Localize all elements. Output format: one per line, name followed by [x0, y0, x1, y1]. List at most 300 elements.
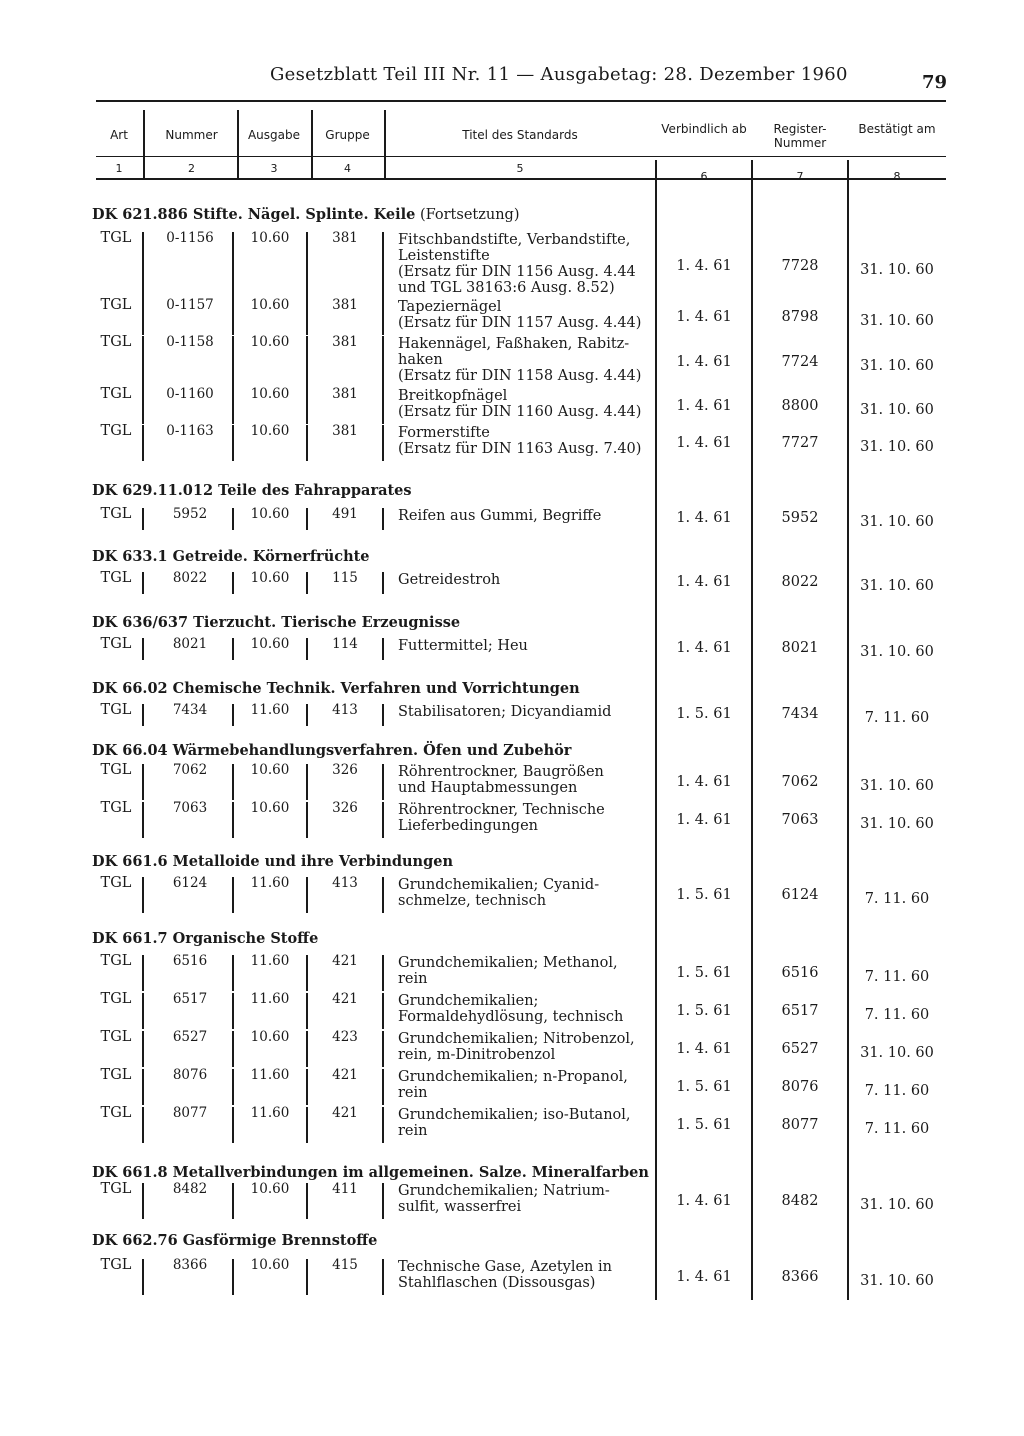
column-header-1: Art	[110, 128, 128, 142]
cell-verbindlich: 1. 4. 61	[676, 1041, 732, 1057]
row-column-rule	[142, 1259, 144, 1295]
title-line: Leistenstifte	[398, 248, 490, 264]
column-number-7: 7	[796, 170, 804, 183]
row-column-rule	[232, 802, 234, 838]
title-line: und TGL 38163:6 Ausg. 8.52)	[398, 280, 615, 296]
title-line: rein	[398, 1123, 428, 1139]
cell-register: 8482	[781, 1193, 819, 1209]
cell-bestaetigt: 31. 10. 60	[860, 262, 934, 278]
title-line: (Ersatz für DIN 1156 Ausg. 4.44	[398, 264, 636, 280]
row-column-rule	[306, 1259, 308, 1295]
cell-title	[398, 764, 604, 796]
cell-title	[398, 425, 641, 457]
cell-bestaetigt: 31. 10. 60	[860, 313, 934, 329]
title-line: (Ersatz für DIN 1157 Ausg. 4.44)	[398, 315, 642, 331]
cell-register: 8021	[781, 640, 819, 656]
row-column-rule	[382, 638, 384, 660]
cell-ausgabe: 11.60	[250, 1105, 290, 1121]
row-column-rule	[382, 388, 384, 424]
cell-register: 5952	[781, 510, 819, 526]
cell-nummer: 7434	[172, 702, 208, 718]
row-column-rule	[382, 336, 384, 388]
cell-register: 8022	[781, 574, 819, 590]
cell-nummer: 8482	[172, 1181, 208, 1197]
cell-bestaetigt: 31. 10. 60	[860, 358, 934, 374]
cell-ausgabe: 10.60	[250, 762, 290, 778]
cell-gruppe: 491	[332, 506, 358, 522]
title-line: Grundchemikalien; Cyanid-	[398, 877, 600, 893]
cell-ausgabe: 11.60	[250, 953, 290, 969]
cell-title	[398, 1031, 635, 1063]
row-column-rule	[306, 1107, 308, 1143]
title-line: Grundchemikalien; Nitrobenzol,	[398, 1031, 635, 1047]
row-column-rule	[232, 955, 234, 991]
cell-title	[398, 299, 641, 331]
cell-bestaetigt: 31. 10. 60	[860, 439, 934, 455]
header-rule-top	[96, 100, 946, 102]
row-column-rule	[382, 232, 384, 300]
cell-nummer: 7063	[172, 800, 208, 816]
cell-ausgabe: 10.60	[250, 800, 290, 816]
row-column-rule	[382, 802, 384, 838]
column-number-1: 1	[115, 162, 123, 175]
cell-register: 8076	[781, 1079, 819, 1095]
row-column-rule	[142, 1107, 144, 1143]
cell-gruppe: 413	[332, 702, 358, 718]
title-line: Grundchemikalien; iso-Butanol,	[398, 1107, 631, 1123]
section-heading-text: DK 636/637 Tierzucht. Tierische Erzeugnisse	[92, 614, 461, 631]
cell-gruppe: 415	[332, 1257, 358, 1273]
cell-verbindlich: 1. 4. 61	[676, 574, 732, 590]
section-heading	[92, 1232, 377, 1249]
cell-register: 6124	[781, 887, 819, 903]
cell-art: TGL	[100, 875, 132, 891]
row-column-rule	[382, 572, 384, 594]
cell-verbindlich: 1. 5. 61	[676, 706, 732, 722]
cell-gruppe: 411	[332, 1181, 358, 1197]
page-number: 79	[922, 72, 948, 93]
cell-bestaetigt: 31. 10. 60	[860, 402, 934, 418]
cell-bestaetigt: 31. 10. 60	[860, 816, 934, 832]
cell-nummer: 6527	[172, 1029, 208, 1045]
row-column-rule	[306, 425, 308, 461]
cell-ausgabe: 10.60	[250, 1257, 290, 1273]
gazette-header-title: Gesetzblatt Teil III Nr. 11 — Ausgabetag: 28. Dezember 1960	[270, 64, 848, 85]
cell-gruppe: 114	[332, 636, 358, 652]
cell-gruppe: 326	[332, 762, 358, 778]
title-line: (Ersatz für DIN 1163 Ausg. 7.40)	[398, 441, 642, 457]
cell-gruppe: 381	[332, 423, 358, 439]
section-heading-text: DK 633.1 Getreide. Körnerfrüchte	[92, 548, 370, 565]
row-column-rule	[142, 388, 144, 424]
row-column-rule	[142, 425, 144, 461]
cell-art: TGL	[100, 506, 132, 522]
cell-verbindlich: 1. 4. 61	[676, 398, 732, 414]
cell-art: TGL	[100, 334, 132, 350]
title-line: Grundchemikalien;	[398, 993, 539, 1009]
cell-ausgabe: 10.60	[250, 570, 290, 586]
row-column-rule	[306, 1183, 308, 1219]
column-number-4: 4	[344, 162, 351, 175]
cell-art: TGL	[100, 1105, 132, 1121]
row-column-rule	[306, 993, 308, 1029]
title-line: sulfit, wasserfrei	[398, 1199, 522, 1215]
cell-gruppe: 381	[332, 230, 358, 246]
cell-ausgabe: 11.60	[250, 991, 290, 1007]
cell-verbindlich: 1. 4. 61	[676, 774, 732, 790]
row-column-rule	[382, 704, 384, 726]
title-line: Formerstifte	[398, 425, 490, 441]
row-column-rule	[142, 508, 144, 530]
cell-nummer: 6124	[172, 875, 208, 891]
cell-bestaetigt: 7. 11. 60	[864, 1007, 930, 1023]
cell-bestaetigt: 31. 10. 60	[860, 578, 934, 594]
row-column-rule	[232, 1069, 234, 1105]
row-column-rule	[382, 1031, 384, 1067]
cell-gruppe: 413	[332, 875, 358, 891]
cell-nummer: 0-1157	[166, 297, 214, 313]
cell-title	[398, 955, 618, 987]
cell-art: TGL	[100, 1257, 132, 1273]
section-heading-text: DK 661.6 Metalloide und ihre Verbindungen	[92, 853, 453, 870]
row-column-rule	[382, 1259, 384, 1295]
row-column-rule	[232, 1107, 234, 1143]
section-heading-text: DK 66.04 Wärmebehandlungsverfahren. Öfen und Zubehör	[92, 742, 572, 759]
row-column-rule	[232, 336, 234, 388]
title-line: Getreidestroh	[398, 572, 501, 588]
title-line: Fitschbandstifte, Verbandstifte,	[398, 232, 631, 248]
column-number-6: 6	[700, 170, 708, 183]
cell-title	[398, 1183, 610, 1215]
cell-art: TGL	[100, 423, 132, 439]
row-column-rule	[382, 425, 384, 461]
title-line: Lieferbedingungen	[398, 818, 539, 834]
row-column-rule	[306, 1069, 308, 1105]
row-column-rule	[142, 1031, 144, 1067]
row-column-rule	[232, 508, 234, 530]
cell-art: TGL	[100, 1067, 132, 1083]
cell-gruppe: 421	[332, 991, 358, 1007]
section-heading-text: DK 629.11.012 Teile des Fahrapparates	[92, 482, 412, 499]
column-number-8: 8	[893, 170, 901, 183]
row-column-rule	[382, 508, 384, 530]
cell-ausgabe: 10.60	[250, 297, 290, 313]
section-heading-text: DK 661.8 Metallverbindungen im allgemeinen. Salze. Mineralfarben	[92, 1164, 649, 1181]
cell-bestaetigt: 31. 10. 60	[860, 778, 934, 794]
title-line: Breitkopfnägel	[398, 388, 508, 404]
row-column-rule	[306, 764, 308, 800]
cell-register: 6527	[781, 1041, 819, 1057]
cell-nummer: 6517	[172, 991, 208, 1007]
cell-art: TGL	[100, 386, 132, 402]
cell-register: 7728	[781, 258, 819, 274]
row-column-rule	[232, 572, 234, 594]
row-column-rule	[142, 993, 144, 1029]
title-line: Grundchemikalien; Methanol,	[398, 955, 618, 971]
cell-title	[398, 993, 623, 1025]
row-column-rule	[306, 638, 308, 660]
row-column-rule	[306, 336, 308, 388]
row-column-rule	[232, 425, 234, 461]
title-line: Hakennägel, Faßhaken, Rabitz-	[398, 336, 630, 352]
cell-title	[398, 388, 641, 420]
header-col-divider-1	[143, 110, 145, 180]
column-number-2: 2	[188, 162, 195, 175]
row-column-rule	[306, 704, 308, 726]
cell-title	[398, 638, 528, 654]
cell-nummer: 0-1158	[166, 334, 214, 350]
cell-ausgabe: 10.60	[250, 1029, 290, 1045]
cell-nummer: 8366	[172, 1257, 208, 1273]
cell-ausgabe: 11.60	[250, 1067, 290, 1083]
cell-register: 7434	[781, 706, 819, 722]
cell-register: 6517	[781, 1003, 819, 1019]
row-column-rule	[382, 877, 384, 913]
cell-register: 8798	[781, 309, 819, 325]
section-heading	[92, 482, 412, 499]
row-column-rule	[232, 638, 234, 660]
row-column-rule	[382, 1183, 384, 1219]
cell-title	[398, 336, 641, 384]
row-column-rule	[142, 299, 144, 335]
column-header-6: Verbindlich ab	[661, 122, 747, 136]
row-column-rule	[382, 1107, 384, 1143]
cell-art: TGL	[100, 702, 132, 718]
cell-bestaetigt: 31. 10. 60	[860, 1197, 934, 1213]
cell-register: 8800	[781, 398, 819, 414]
title-line: rein, m-Dinitrobenzol	[398, 1047, 556, 1063]
column-number-3: 3	[270, 162, 278, 175]
cell-verbindlich: 1. 5. 61	[676, 1003, 732, 1019]
cell-verbindlich: 1. 4. 61	[676, 640, 732, 656]
row-column-rule	[306, 299, 308, 335]
cell-verbindlich: 1. 5. 61	[676, 965, 732, 981]
cell-register: 7063	[781, 812, 819, 828]
section-heading-text: DK 662.76 Gasförmige Brennstoffe	[92, 1232, 378, 1249]
cell-title	[398, 232, 636, 296]
row-column-rule	[142, 877, 144, 913]
row-column-rule	[306, 508, 308, 530]
cell-bestaetigt: 7. 11. 60	[864, 1121, 930, 1137]
title-line: Futtermittel; Heu	[398, 638, 528, 654]
row-column-rule	[232, 704, 234, 726]
row-column-rule	[232, 1259, 234, 1295]
cell-nummer: 0-1156	[166, 230, 214, 246]
title-line: und Hauptabmessungen	[398, 780, 578, 796]
cell-verbindlich: 1. 5. 61	[676, 887, 732, 903]
title-line: Grundchemikalien; Natrium-	[398, 1183, 610, 1199]
title-line: Technische Gase, Azetylen in	[398, 1259, 612, 1275]
cell-bestaetigt: 7. 11. 60	[864, 1083, 930, 1099]
cell-ausgabe: 11.60	[250, 702, 290, 718]
cell-nummer: 8076	[172, 1067, 208, 1083]
cell-nummer: 5952	[172, 506, 208, 522]
row-column-rule	[142, 232, 144, 300]
row-column-rule	[382, 993, 384, 1029]
title-line: haken	[398, 352, 443, 368]
cell-ausgabe: 10.60	[250, 1181, 290, 1197]
cell-ausgabe: 11.60	[250, 875, 290, 891]
cell-title	[398, 704, 611, 720]
cell-nummer: 8021	[172, 636, 208, 652]
cell-nummer: 6516	[172, 953, 208, 969]
title-line: Stabilisatoren; Dicyandiamid	[398, 704, 612, 720]
section-heading-text: DK 621.886 Stifte. Nägel. Splinte. Keile	[92, 206, 416, 223]
row-column-rule	[142, 955, 144, 991]
cell-bestaetigt: 31. 10. 60	[860, 1045, 934, 1061]
cell-verbindlich: 1. 4. 61	[676, 1269, 732, 1285]
row-column-rule	[382, 1069, 384, 1105]
column-header-4: Gruppe	[325, 128, 370, 142]
row-column-rule	[382, 299, 384, 335]
column-header-3: Ausgabe	[247, 128, 301, 142]
cell-register: 7727	[781, 435, 819, 451]
column-header-8: Bestätigt am	[858, 122, 936, 136]
section-heading-text: DK 66.02 Chemische Technik. Verfahren und Vorrichtungen	[92, 680, 580, 697]
cell-bestaetigt: 7. 11. 60	[864, 710, 930, 726]
title-line: Tapeziernägel	[398, 299, 502, 315]
title-line: Reifen aus Gummi, Begriffe	[398, 508, 602, 524]
row-column-rule	[306, 388, 308, 424]
cell-nummer: 8022	[172, 570, 208, 586]
cell-title	[398, 877, 599, 909]
cell-ausgabe: 10.60	[250, 386, 290, 402]
title-line: Röhrentrockner, Baugrößen	[398, 764, 604, 780]
cell-nummer: 7062	[172, 762, 208, 778]
cell-verbindlich: 1. 4. 61	[676, 309, 732, 325]
cell-bestaetigt: 31. 10. 60	[860, 514, 934, 530]
header-col-divider-2	[237, 110, 239, 180]
cell-bestaetigt: 7. 11. 60	[864, 891, 930, 907]
row-column-rule	[232, 388, 234, 424]
row-column-rule	[382, 955, 384, 991]
cell-bestaetigt: 7. 11. 60	[864, 969, 930, 985]
section-heading	[92, 680, 580, 697]
section-heading-suffix: (Fortsetzung)	[415, 207, 520, 223]
cell-gruppe: 421	[332, 1067, 358, 1083]
row-column-rule	[142, 572, 144, 594]
section-heading	[92, 1164, 649, 1181]
cell-register: 6516	[781, 965, 819, 981]
cell-verbindlich: 1. 5. 61	[676, 1117, 732, 1133]
cell-ausgabe: 10.60	[250, 230, 290, 246]
cell-art: TGL	[100, 762, 132, 778]
header-col-divider-4	[384, 110, 386, 180]
cell-gruppe: 421	[332, 953, 358, 969]
cell-verbindlich: 1. 4. 61	[676, 258, 732, 274]
row-column-rule	[142, 336, 144, 388]
cell-verbindlich: 1. 4. 61	[676, 812, 732, 828]
cell-title	[398, 802, 605, 834]
cell-gruppe: 381	[332, 386, 358, 402]
title-line: schmelze, technisch	[398, 893, 547, 909]
section-heading	[92, 548, 370, 565]
row-column-rule	[306, 572, 308, 594]
row-column-rule	[232, 232, 234, 300]
cell-title	[398, 1069, 628, 1101]
cell-title	[398, 1259, 612, 1291]
cell-register: 8366	[781, 1269, 819, 1285]
column-header-5: Titel des Standards	[462, 128, 578, 142]
cell-art: TGL	[100, 1029, 132, 1045]
cell-art: TGL	[100, 570, 132, 586]
row-column-rule	[142, 638, 144, 660]
cell-gruppe: 115	[332, 570, 358, 586]
row-column-rule	[306, 1031, 308, 1067]
column-number-5: 5	[516, 162, 524, 175]
cell-verbindlich: 1. 4. 61	[676, 510, 732, 526]
cell-gruppe: 326	[332, 800, 358, 816]
cell-register: 8077	[781, 1117, 819, 1133]
cell-gruppe: 381	[332, 297, 358, 313]
row-column-rule	[232, 993, 234, 1029]
cell-art: TGL	[100, 297, 132, 313]
cell-verbindlich: 1. 4. 61	[676, 1193, 732, 1209]
cell-verbindlich: 1. 4. 61	[676, 435, 732, 451]
title-line: (Ersatz für DIN 1160 Ausg. 4.44)	[398, 404, 642, 420]
title-line: Grundchemikalien; n-Propanol,	[398, 1069, 628, 1085]
cell-ausgabe: 10.60	[250, 506, 290, 522]
title-line: Formaldehydlösung, technisch	[398, 1009, 624, 1025]
row-column-rule	[232, 1183, 234, 1219]
title-line: rein	[398, 971, 428, 987]
row-column-rule	[232, 1031, 234, 1067]
cell-art: TGL	[100, 636, 132, 652]
cell-gruppe: 423	[332, 1029, 358, 1045]
cell-nummer: 8077	[172, 1105, 208, 1121]
cell-register: 7724	[781, 354, 819, 370]
row-column-rule	[232, 299, 234, 335]
row-column-rule	[232, 877, 234, 913]
header-rule-mid	[96, 156, 946, 157]
column-header-2: Nummer	[165, 128, 218, 142]
title-line: rein	[398, 1085, 428, 1101]
cell-title	[398, 508, 601, 524]
row-column-rule	[142, 764, 144, 800]
cell-bestaetigt: 31. 10. 60	[860, 1273, 934, 1289]
cell-ausgabe: 10.60	[250, 334, 290, 350]
row-column-rule	[306, 232, 308, 300]
column-header-7: Register-Nummer	[773, 122, 827, 150]
cell-gruppe: 381	[332, 334, 358, 350]
section-heading	[92, 614, 460, 631]
section-heading	[92, 742, 571, 759]
cell-verbindlich: 1. 5. 61	[676, 1079, 732, 1095]
cell-gruppe: 421	[332, 1105, 358, 1121]
title-line: Stahlflaschen (Dissousgas)	[398, 1275, 596, 1291]
section-heading	[92, 930, 318, 947]
row-column-rule	[306, 955, 308, 991]
header-col-divider-3	[311, 110, 313, 180]
section-heading	[92, 853, 453, 870]
cell-nummer: 0-1160	[166, 386, 214, 402]
section-heading	[92, 206, 520, 223]
row-column-rule	[232, 764, 234, 800]
title-line: Röhrentrockner, Technische	[398, 802, 605, 818]
row-column-rule	[382, 764, 384, 800]
row-column-rule	[306, 802, 308, 838]
row-column-rule	[142, 1069, 144, 1105]
row-column-rule	[142, 802, 144, 838]
cell-art: TGL	[100, 991, 132, 1007]
cell-register: 7062	[781, 774, 819, 790]
row-column-rule	[142, 704, 144, 726]
cell-title	[398, 572, 500, 588]
title-line: (Ersatz für DIN 1158 Ausg. 4.44)	[398, 368, 642, 384]
row-column-rule	[306, 877, 308, 913]
cell-art: TGL	[100, 953, 132, 969]
cell-art: TGL	[100, 1181, 132, 1197]
